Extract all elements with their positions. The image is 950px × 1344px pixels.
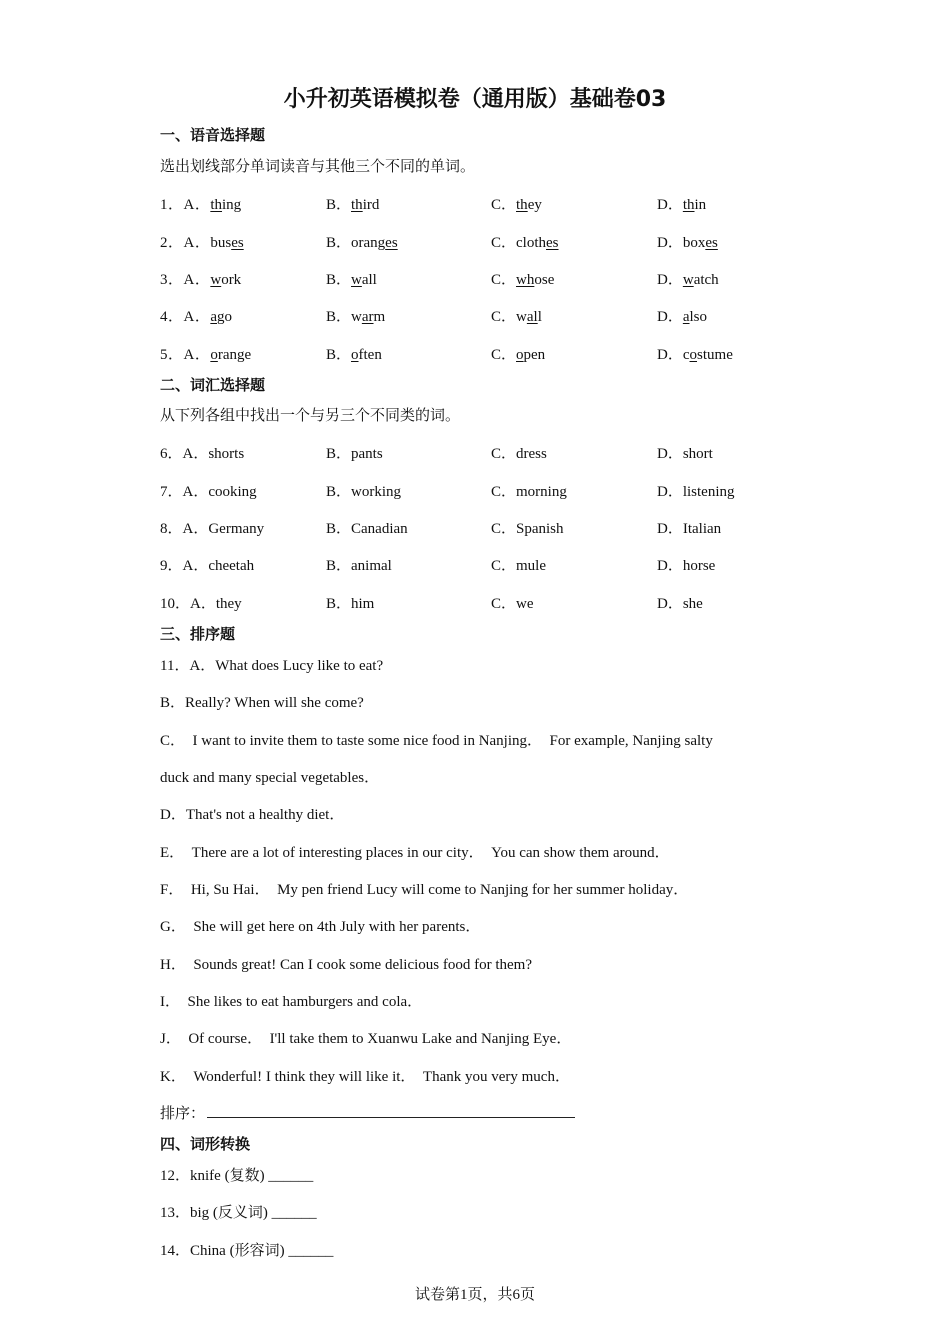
word-suffix: ften	[358, 347, 382, 363]
option-letter: B．	[326, 347, 352, 363]
word-suffix: range	[217, 347, 252, 363]
word-prefix: box	[682, 235, 706, 251]
underlined-part: th	[682, 197, 695, 213]
page-footer: 试卷第1页，共6页	[414, 1287, 535, 1303]
word-form-item[interactable]: 13．big (反义词) ______	[160, 1205, 317, 1221]
underlined-part: th	[351, 197, 363, 213]
option-letter: C．	[491, 309, 517, 325]
option-d[interactable]: D．short	[657, 446, 713, 462]
sentence-line: D．That's not a healthy diet．	[160, 807, 345, 823]
question-row	[160, 554, 860, 576]
word-suffix: ey	[527, 197, 542, 213]
sentence-line: I． She likes to eat hamburgers and cola．	[160, 994, 423, 1010]
sentence-line: duck and many special vegetables．	[160, 770, 380, 786]
option-d[interactable]: D．she	[657, 596, 703, 612]
sentence-line: F． Hi, Su Hai． My pen friend Lucy will come to Nanjing for her summer holiday．	[160, 882, 689, 898]
question-row	[160, 231, 860, 253]
option-c[interactable]: C．we	[491, 596, 534, 612]
option-c[interactable]: C．mule	[491, 558, 546, 574]
underlined-part: es	[546, 235, 559, 251]
option-letter: D．	[657, 347, 683, 363]
underlined-part: a	[682, 309, 690, 325]
question-row	[160, 517, 860, 539]
question-row	[160, 343, 860, 365]
sentence-line: J． Of course． I'll take them to Xuanwu Lake and Nanjing Eye．	[160, 1031, 572, 1047]
option-letter: D．	[657, 309, 683, 325]
section-heading-1: 一、语音选择题	[160, 126, 266, 144]
option-a[interactable]: 6．A．shorts	[160, 446, 245, 462]
word-prefix: bus	[210, 235, 232, 251]
option-a[interactable]	[160, 305, 232, 326]
word-prefix: w	[351, 309, 362, 325]
page-title: 小升初英语模拟卷（通用版）基础卷03	[283, 87, 667, 112]
sentence-line: C． I want to invite them to taste some nice food in Nanjing． For example, Nanjing salty	[160, 733, 713, 749]
option-d[interactable]: D．listening	[657, 484, 735, 500]
word-suffix: go	[217, 309, 233, 325]
option-c[interactable]: C．Spanish	[491, 521, 564, 537]
option-d[interactable]	[657, 268, 719, 289]
option-b[interactable]: B．working	[326, 484, 402, 500]
option-letter: C．	[491, 272, 517, 288]
option-letter: D．	[657, 272, 683, 288]
ordering-answer	[160, 1102, 575, 1123]
word-suffix: in	[694, 197, 707, 213]
option-d[interactable]	[657, 343, 733, 364]
word-form-item[interactable]: 12．knife (复数) ______	[160, 1168, 314, 1184]
sentence-line: 11．A．What does Lucy like to eat?	[160, 658, 384, 674]
option-a[interactable]	[160, 193, 241, 214]
section-heading-4: 四、词形转换	[160, 1135, 251, 1153]
underlined-part: o	[516, 347, 524, 363]
question-row	[160, 193, 860, 215]
question-row	[160, 268, 860, 290]
word-form-item[interactable]: 14．China (形容词) ______	[160, 1243, 334, 1259]
option-c[interactable]: C．morning	[491, 484, 567, 500]
underlined-part: ar	[361, 309, 374, 325]
option-d[interactable]	[657, 231, 718, 252]
option-b[interactable]	[326, 193, 379, 214]
option-letter: B．	[326, 309, 352, 325]
option-b[interactable]	[326, 231, 398, 252]
word-suffix: atch	[693, 272, 719, 288]
word-suffix: lso	[689, 309, 708, 325]
underlined-part: w	[351, 272, 362, 288]
underlined-part: es	[705, 235, 718, 251]
sentence-line: B．Really? When will she come?	[160, 695, 364, 711]
underlined-part: o	[210, 347, 218, 363]
section-instruction-2: 从下列各组中找出一个与另三个不同类的词。	[160, 408, 461, 424]
word-suffix: ird	[362, 197, 380, 213]
option-letter: B．	[326, 197, 352, 213]
option-d[interactable]: D．horse	[657, 558, 716, 574]
option-d[interactable]: D．Italian	[657, 521, 722, 537]
option-a[interactable]: 9．A．cheetah	[160, 558, 255, 574]
word-prefix: w	[516, 309, 527, 325]
option-b[interactable]: B．animal	[326, 558, 392, 574]
option-a[interactable]: 10．A．they	[160, 596, 242, 612]
section-heading-2: 二、词汇选择题	[160, 376, 266, 394]
word-suffix: all	[361, 272, 377, 288]
word-suffix: l	[537, 309, 542, 325]
option-letter: C．	[491, 347, 517, 363]
option-a[interactable]: 7．A．cooking	[160, 484, 257, 500]
question-row	[160, 480, 860, 502]
option-letter: 5．A．	[160, 347, 211, 363]
option-letter: B．	[326, 272, 352, 288]
word-prefix: cloth	[516, 235, 547, 251]
underlined-part: th	[516, 197, 528, 213]
underlined-part: w	[682, 272, 694, 288]
word-suffix: ing	[222, 197, 242, 213]
option-b[interactable]: B．Canadian	[326, 521, 408, 537]
option-d[interactable]	[657, 305, 707, 326]
underlined-part: es	[231, 235, 244, 251]
underlined-part: es	[385, 235, 398, 251]
underlined-part: o	[689, 347, 698, 363]
option-letter: C．	[491, 235, 517, 251]
underlined-part: w	[210, 272, 222, 288]
ordering-answer-blank[interactable]	[207, 1103, 575, 1118]
option-letter: C．	[491, 197, 517, 213]
option-a[interactable]: 8．A．Germany	[160, 521, 265, 537]
word-suffix: ork	[221, 272, 242, 288]
section-instruction-1: 选出划线部分单词读音与其他三个不同的单词。	[160, 159, 476, 175]
option-b[interactable]: B．him	[326, 596, 375, 612]
option-b[interactable]	[326, 305, 385, 326]
question-row	[160, 442, 860, 464]
option-letter: D．	[657, 197, 683, 213]
underlined-part: al	[526, 309, 538, 325]
option-letter: 2．A．	[160, 235, 211, 251]
underlined-part: a	[210, 309, 218, 325]
option-c[interactable]	[491, 193, 542, 214]
option-a[interactable]	[160, 343, 251, 364]
question-row	[160, 592, 860, 614]
option-c[interactable]	[491, 343, 545, 364]
option-c[interactable]: C．dress	[491, 446, 547, 462]
sentence-line: G． She will get here on 4th July with her parents．	[160, 919, 481, 935]
ordering-answer-label: 排序：	[160, 1106, 206, 1122]
option-c[interactable]	[491, 231, 559, 252]
word-prefix: orang	[351, 235, 386, 251]
underlined-part: wh	[516, 272, 535, 288]
word-suffix: stume	[697, 347, 733, 363]
word-suffix: m	[373, 309, 386, 325]
option-letter: 1．A．	[160, 197, 211, 213]
sentence-line: H． Sounds great! Can I cook some delicious food for them?	[160, 957, 533, 973]
question-row	[160, 305, 860, 327]
option-letter: D．	[657, 235, 683, 251]
option-a[interactable]	[160, 268, 241, 289]
section-heading-3: 三、排序题	[160, 625, 236, 643]
word-suffix: ose	[534, 272, 555, 288]
word-suffix: pen	[523, 347, 546, 363]
option-letter: B．	[326, 235, 352, 251]
option-a[interactable]	[160, 231, 244, 252]
option-c[interactable]	[491, 305, 542, 326]
sentence-line: E． There are a lot of interesting places in our city． You can show them around．	[160, 845, 670, 861]
option-d[interactable]	[657, 193, 706, 214]
underlined-part: th	[210, 197, 223, 213]
option-letter: 3．A．	[160, 272, 211, 288]
sentence-line: K． Wonderful! I think they will like it． Thank you very much．	[160, 1069, 570, 1085]
option-b[interactable]	[326, 343, 382, 364]
option-b[interactable]: B．pants	[326, 446, 383, 462]
underlined-part: o	[351, 347, 359, 363]
option-b[interactable]	[326, 268, 377, 289]
option-letter: 4．A．	[160, 309, 211, 325]
option-c[interactable]	[491, 268, 554, 289]
word-prefix: c	[682, 347, 690, 363]
